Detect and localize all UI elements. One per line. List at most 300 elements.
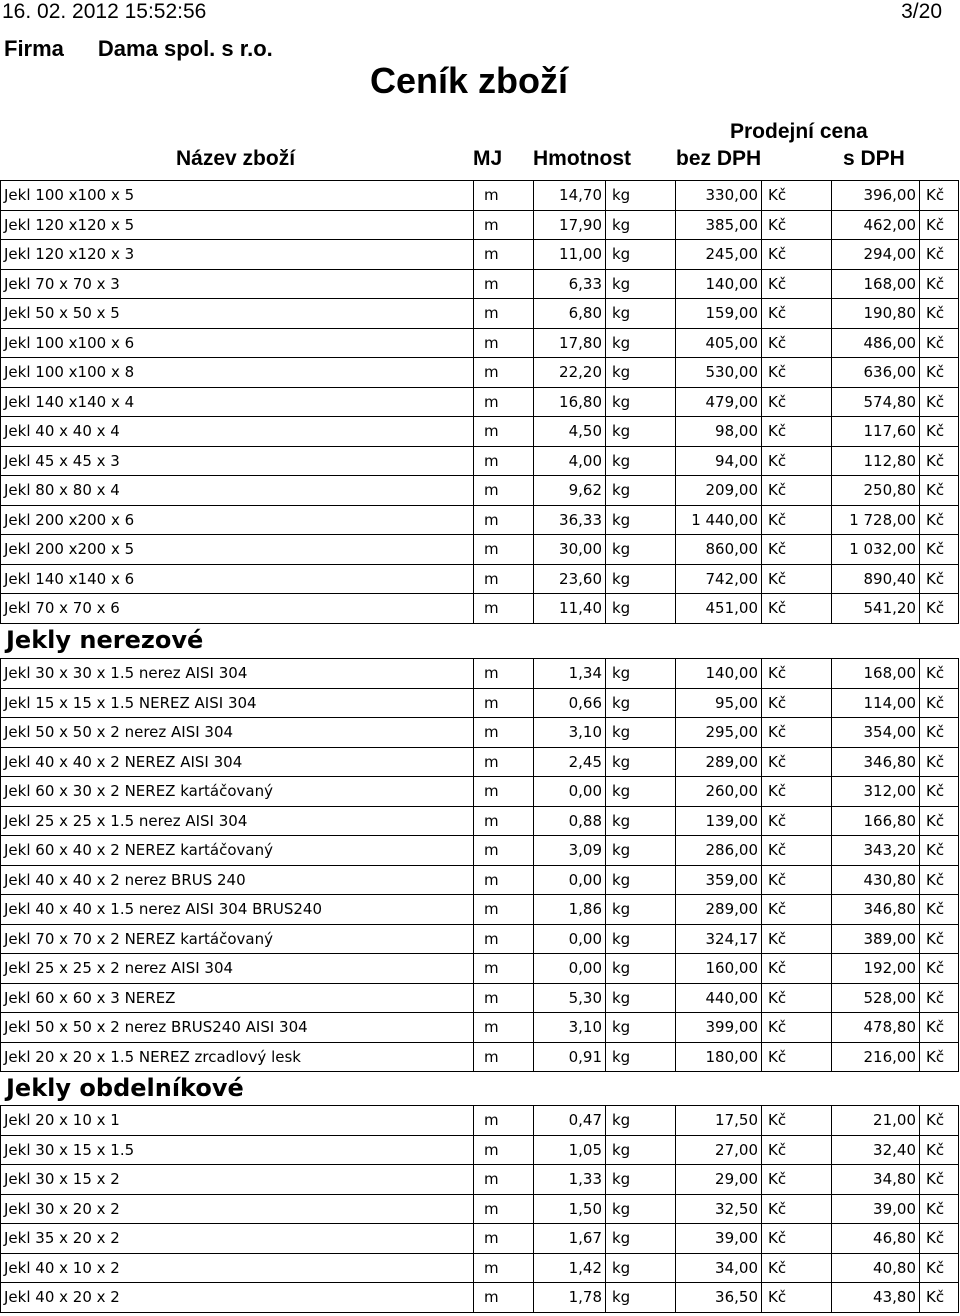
unit-of-measure: m xyxy=(474,924,534,954)
product-name: Jekl 80 x 80 x 4 xyxy=(1,476,474,506)
unit-of-measure: m xyxy=(474,865,534,895)
column-header-weight: Hmotnost xyxy=(533,147,631,170)
product-name: Jekl 70 x 70 x 6 xyxy=(1,594,474,624)
price-gross: 396,00 xyxy=(832,181,920,211)
weight-unit: kg xyxy=(606,983,676,1013)
currency-gross: Kč xyxy=(920,417,959,447)
table-row xyxy=(1,269,959,299)
company-name: Dama spol. s r.o. xyxy=(97,36,273,61)
weight-unit: kg xyxy=(606,328,676,358)
unit-of-measure: m xyxy=(474,718,534,748)
table-row xyxy=(1,1253,959,1283)
company-label: Firma xyxy=(4,36,64,61)
currency-gross: Kč xyxy=(920,1106,959,1136)
price-gross: 46,80 xyxy=(832,1224,920,1254)
currency-net: Kč xyxy=(762,836,832,866)
currency-net: Kč xyxy=(762,299,832,329)
weight-value: 14,70 xyxy=(534,181,606,211)
unit-of-measure: m xyxy=(474,476,534,506)
currency-gross: Kč xyxy=(920,659,959,689)
unit-of-measure: m xyxy=(474,895,534,925)
currency-gross: Kč xyxy=(920,895,959,925)
table-row xyxy=(1,505,959,535)
product-name: Jekl 40 x 20 x 2 xyxy=(1,1283,474,1313)
product-name: Jekl 100 x100 x 5 xyxy=(1,181,474,211)
weight-value: 1,78 xyxy=(534,1283,606,1313)
currency-gross: Kč xyxy=(920,1253,959,1283)
price-gross: 462,00 xyxy=(832,210,920,240)
weight-unit: kg xyxy=(606,836,676,866)
currency-net: Kč xyxy=(762,747,832,777)
section-heading: Jekly nerezové xyxy=(6,626,204,654)
price-net: 34,00 xyxy=(676,1253,762,1283)
currency-gross: Kč xyxy=(920,564,959,594)
weight-unit: kg xyxy=(606,476,676,506)
currency-gross: Kč xyxy=(920,777,959,807)
currency-net: Kč xyxy=(762,1194,832,1224)
column-header-price-net: bez DPH xyxy=(676,147,762,170)
product-name: Jekl 40 x 40 x 2 NEREZ AISI 304 xyxy=(1,747,474,777)
price-net: 39,00 xyxy=(676,1224,762,1254)
price-net: 289,00 xyxy=(676,895,762,925)
price-net: 260,00 xyxy=(676,777,762,807)
weight-unit: kg xyxy=(606,269,676,299)
price-net: 324,17 xyxy=(676,924,762,954)
currency-net: Kč xyxy=(762,1165,832,1195)
table-row xyxy=(1,240,959,270)
price-gross: 636,00 xyxy=(832,358,920,388)
unit-of-measure: m xyxy=(474,358,534,388)
currency-net: Kč xyxy=(762,446,832,476)
price-net: 289,00 xyxy=(676,747,762,777)
currency-gross: Kč xyxy=(920,954,959,984)
product-name: Jekl 100 x100 x 8 xyxy=(1,358,474,388)
price-gross: 192,00 xyxy=(832,954,920,984)
product-name: Jekl 30 x 30 x 1.5 nerez AISI 304 xyxy=(1,659,474,689)
price-net: 29,00 xyxy=(676,1165,762,1195)
weight-value: 16,80 xyxy=(534,387,606,417)
unit-of-measure: m xyxy=(474,240,534,270)
unit-of-measure: m xyxy=(474,1135,534,1165)
price-gross: 114,00 xyxy=(832,688,920,718)
weight-unit: kg xyxy=(606,299,676,329)
unit-of-measure: m xyxy=(474,1042,534,1072)
product-name: Jekl 200 x200 x 6 xyxy=(1,505,474,535)
currency-net: Kč xyxy=(762,718,832,748)
weight-value: 30,00 xyxy=(534,535,606,565)
table-row xyxy=(1,476,959,506)
price-net: 385,00 xyxy=(676,210,762,240)
weight-unit: kg xyxy=(606,1283,676,1313)
price-gross: 190,80 xyxy=(832,299,920,329)
price-net: 94,00 xyxy=(676,446,762,476)
price-net: 209,00 xyxy=(676,476,762,506)
weight-unit: kg xyxy=(606,718,676,748)
price-net: 330,00 xyxy=(676,181,762,211)
unit-of-measure: m xyxy=(474,299,534,329)
weight-value: 36,33 xyxy=(534,505,606,535)
weight-value: 0,00 xyxy=(534,777,606,807)
product-name: Jekl 140 x140 x 4 xyxy=(1,387,474,417)
weight-value: 1,42 xyxy=(534,1253,606,1283)
unit-of-measure: m xyxy=(474,983,534,1013)
price-gross: 574,80 xyxy=(832,387,920,417)
currency-gross: Kč xyxy=(920,1013,959,1043)
unit-of-measure: m xyxy=(474,954,534,984)
company-line xyxy=(4,36,273,62)
price-net: 405,00 xyxy=(676,328,762,358)
unit-of-measure: m xyxy=(474,328,534,358)
price-net: 95,00 xyxy=(676,688,762,718)
price-net: 17,50 xyxy=(676,1106,762,1136)
currency-gross: Kč xyxy=(920,387,959,417)
product-name: Jekl 60 x 60 x 3 NEREZ xyxy=(1,983,474,1013)
price-gross: 528,00 xyxy=(832,983,920,1013)
price-net: 295,00 xyxy=(676,718,762,748)
product-name: Jekl 30 x 15 x 2 xyxy=(1,1165,474,1195)
currency-net: Kč xyxy=(762,1013,832,1043)
price-gross: 294,00 xyxy=(832,240,920,270)
currency-net: Kč xyxy=(762,1224,832,1254)
price-net: 479,00 xyxy=(676,387,762,417)
unit-of-measure: m xyxy=(474,806,534,836)
weight-value: 1,86 xyxy=(534,895,606,925)
price-gross: 117,60 xyxy=(832,417,920,447)
table-row xyxy=(1,983,959,1013)
weight-unit: kg xyxy=(606,358,676,388)
table-row xyxy=(1,1135,959,1165)
weight-value: 5,30 xyxy=(534,983,606,1013)
weight-unit: kg xyxy=(606,924,676,954)
currency-gross: Kč xyxy=(920,328,959,358)
currency-net: Kč xyxy=(762,1253,832,1283)
table-row xyxy=(1,358,959,388)
currency-net: Kč xyxy=(762,1042,832,1072)
currency-net: Kč xyxy=(762,895,832,925)
price-net: 139,00 xyxy=(676,806,762,836)
table-row xyxy=(1,895,959,925)
currency-gross: Kč xyxy=(920,535,959,565)
currency-net: Kč xyxy=(762,924,832,954)
currency-net: Kč xyxy=(762,387,832,417)
price-net: 286,00 xyxy=(676,836,762,866)
weight-unit: kg xyxy=(606,1013,676,1043)
currency-gross: Kč xyxy=(920,594,959,624)
product-name: Jekl 70 x 70 x 3 xyxy=(1,269,474,299)
currency-net: Kč xyxy=(762,1283,832,1313)
weight-value: 17,90 xyxy=(534,210,606,240)
section-heading: Jekly obdelníkové xyxy=(6,1074,244,1102)
price-gross: 39,00 xyxy=(832,1194,920,1224)
unit-of-measure: m xyxy=(474,747,534,777)
report-header-line xyxy=(2,0,942,24)
currency-net: Kč xyxy=(762,1135,832,1165)
unit-of-measure: m xyxy=(474,1106,534,1136)
unit-of-measure: m xyxy=(474,659,534,689)
currency-gross: Kč xyxy=(920,476,959,506)
table-row xyxy=(1,747,959,777)
weight-value: 1,34 xyxy=(534,659,606,689)
product-name: Jekl 40 x 40 x 2 nerez BRUS 240 xyxy=(1,865,474,895)
unit-of-measure: m xyxy=(474,387,534,417)
weight-unit: kg xyxy=(606,446,676,476)
price-gross: 168,00 xyxy=(832,269,920,299)
price-net: 159,00 xyxy=(676,299,762,329)
weight-unit: kg xyxy=(606,1042,676,1072)
product-name: Jekl 30 x 15 x 1.5 xyxy=(1,1135,474,1165)
weight-value: 0,00 xyxy=(534,865,606,895)
currency-gross: Kč xyxy=(920,240,959,270)
table-row xyxy=(1,1224,959,1254)
weight-unit: kg xyxy=(606,181,676,211)
price-gross: 166,80 xyxy=(832,806,920,836)
currency-gross: Kč xyxy=(920,718,959,748)
currency-gross: Kč xyxy=(920,1194,959,1224)
weight-value: 2,45 xyxy=(534,747,606,777)
price-gross: 389,00 xyxy=(832,924,920,954)
currency-net: Kč xyxy=(762,269,832,299)
weight-value: 1,67 xyxy=(534,1224,606,1254)
currency-net: Kč xyxy=(762,328,832,358)
weight-value: 0,00 xyxy=(534,924,606,954)
price-gross: 478,80 xyxy=(832,1013,920,1043)
currency-gross: Kč xyxy=(920,1135,959,1165)
price-gross: 486,00 xyxy=(832,328,920,358)
weight-value: 11,40 xyxy=(534,594,606,624)
price-net: 742,00 xyxy=(676,564,762,594)
currency-net: Kč xyxy=(762,181,832,211)
unit-of-measure: m xyxy=(474,446,534,476)
unit-of-measure: m xyxy=(474,1165,534,1195)
table-row xyxy=(1,1042,959,1072)
weight-unit: kg xyxy=(606,417,676,447)
price-gross: 1 728,00 xyxy=(832,505,920,535)
weight-value: 6,80 xyxy=(534,299,606,329)
product-name: Jekl 45 x 45 x 3 xyxy=(1,446,474,476)
table-row xyxy=(1,954,959,984)
product-name: Jekl 100 x100 x 6 xyxy=(1,328,474,358)
unit-of-measure: m xyxy=(474,1224,534,1254)
currency-net: Kč xyxy=(762,688,832,718)
currency-net: Kč xyxy=(762,594,832,624)
table-row xyxy=(1,836,959,866)
currency-net: Kč xyxy=(762,240,832,270)
currency-gross: Kč xyxy=(920,299,959,329)
weight-value: 9,62 xyxy=(534,476,606,506)
table-row xyxy=(1,210,959,240)
currency-gross: Kč xyxy=(920,806,959,836)
weight-value: 3,10 xyxy=(534,1013,606,1043)
weight-unit: kg xyxy=(606,777,676,807)
weight-value: 3,10 xyxy=(534,718,606,748)
product-name: Jekl 70 x 70 x 2 NEREZ kartáčovaný xyxy=(1,924,474,954)
product-name: Jekl 20 x 10 x 1 xyxy=(1,1106,474,1136)
table-row xyxy=(1,328,959,358)
price-gross: 312,00 xyxy=(832,777,920,807)
price-gross: 343,20 xyxy=(832,836,920,866)
currency-net: Kč xyxy=(762,535,832,565)
unit-of-measure: m xyxy=(474,594,534,624)
product-name: Jekl 50 x 50 x 2 nerez BRUS240 AISI 304 xyxy=(1,1013,474,1043)
currency-gross: Kč xyxy=(920,1042,959,1072)
price-net: 140,00 xyxy=(676,659,762,689)
currency-gross: Kč xyxy=(920,1283,959,1313)
price-gross: 21,00 xyxy=(832,1106,920,1136)
currency-gross: Kč xyxy=(920,358,959,388)
weight-value: 4,00 xyxy=(534,446,606,476)
page-title: Ceník zboží xyxy=(370,60,569,101)
price-net: 160,00 xyxy=(676,954,762,984)
table-row xyxy=(1,594,959,624)
currency-gross: Kč xyxy=(920,446,959,476)
table-row xyxy=(1,688,959,718)
price-net: 32,50 xyxy=(676,1194,762,1224)
table-row xyxy=(1,806,959,836)
price-gross: 34,80 xyxy=(832,1165,920,1195)
column-header-mj: MJ xyxy=(473,147,503,170)
table-row xyxy=(1,299,959,329)
product-name: Jekl 30 x 20 x 2 xyxy=(1,1194,474,1224)
price-net: 98,00 xyxy=(676,417,762,447)
weight-unit: kg xyxy=(606,1135,676,1165)
price-gross: 346,80 xyxy=(832,895,920,925)
currency-net: Kč xyxy=(762,505,832,535)
product-name: Jekl 20 x 20 x 1.5 NEREZ zrcadlový lesk xyxy=(1,1042,474,1072)
table-row xyxy=(1,924,959,954)
weight-value: 3,09 xyxy=(534,836,606,866)
product-name: Jekl 120 x120 x 3 xyxy=(1,240,474,270)
currency-net: Kč xyxy=(762,1106,832,1136)
product-name: Jekl 25 x 25 x 2 nerez AISI 304 xyxy=(1,954,474,984)
unit-of-measure: m xyxy=(474,181,534,211)
weight-value: 0,66 xyxy=(534,688,606,718)
currency-net: Kč xyxy=(762,659,832,689)
price-gross: 430,80 xyxy=(832,865,920,895)
table-row xyxy=(1,718,959,748)
currency-gross: Kč xyxy=(920,924,959,954)
currency-net: Kč xyxy=(762,476,832,506)
table-row xyxy=(1,417,959,447)
currency-gross: Kč xyxy=(920,210,959,240)
weight-value: 1,50 xyxy=(534,1194,606,1224)
product-name: Jekl 60 x 30 x 2 NEREZ kartáčovaný xyxy=(1,777,474,807)
unit-of-measure: m xyxy=(474,688,534,718)
column-header-price-gross: s DPH xyxy=(843,147,905,170)
column-header-price-group: Prodejní cena xyxy=(730,120,868,143)
currency-net: Kč xyxy=(762,777,832,807)
product-name: Jekl 200 x200 x 5 xyxy=(1,535,474,565)
weight-value: 0,88 xyxy=(534,806,606,836)
product-name: Jekl 40 x 40 x 1.5 nerez AISI 304 BRUS240 xyxy=(1,895,474,925)
price-gross: 346,80 xyxy=(832,747,920,777)
price-net: 180,00 xyxy=(676,1042,762,1072)
weight-unit: kg xyxy=(606,895,676,925)
weight-unit: kg xyxy=(606,1194,676,1224)
product-name: Jekl 120 x120 x 5 xyxy=(1,210,474,240)
table-row xyxy=(1,1194,959,1224)
table-row xyxy=(1,1165,959,1195)
currency-net: Kč xyxy=(762,954,832,984)
unit-of-measure: m xyxy=(474,210,534,240)
currency-gross: Kč xyxy=(920,1165,959,1195)
price-table xyxy=(0,180,959,624)
unit-of-measure: m xyxy=(474,535,534,565)
unit-of-measure: m xyxy=(474,269,534,299)
column-header-name: Název zboží xyxy=(176,147,296,170)
currency-gross: Kč xyxy=(920,747,959,777)
weight-unit: kg xyxy=(606,747,676,777)
price-gross: 890,40 xyxy=(832,564,920,594)
weight-value: 23,60 xyxy=(534,564,606,594)
weight-unit: kg xyxy=(606,806,676,836)
currency-gross: Kč xyxy=(920,505,959,535)
currency-gross: Kč xyxy=(920,865,959,895)
price-gross: 1 032,00 xyxy=(832,535,920,565)
product-name: Jekl 50 x 50 x 5 xyxy=(1,299,474,329)
currency-gross: Kč xyxy=(920,688,959,718)
weight-value: 17,80 xyxy=(534,328,606,358)
table-row xyxy=(1,865,959,895)
currency-gross: Kč xyxy=(920,269,959,299)
weight-unit: kg xyxy=(606,1165,676,1195)
price-net: 36,50 xyxy=(676,1283,762,1313)
price-net: 399,00 xyxy=(676,1013,762,1043)
product-name: Jekl 140 x140 x 6 xyxy=(1,564,474,594)
unit-of-measure: m xyxy=(474,1253,534,1283)
unit-of-measure: m xyxy=(474,417,534,447)
weight-unit: kg xyxy=(606,1106,676,1136)
weight-value: 4,50 xyxy=(534,417,606,447)
product-name: Jekl 60 x 40 x 2 NEREZ kartáčovaný xyxy=(1,836,474,866)
currency-net: Kč xyxy=(762,983,832,1013)
weight-unit: kg xyxy=(606,688,676,718)
price-net: 530,00 xyxy=(676,358,762,388)
unit-of-measure: m xyxy=(474,777,534,807)
table-row xyxy=(1,387,959,417)
price-gross: 40,80 xyxy=(832,1253,920,1283)
page-number: 3/20 xyxy=(901,0,942,23)
weight-unit: kg xyxy=(606,659,676,689)
product-name: Jekl 25 x 25 x 1.5 nerez AISI 304 xyxy=(1,806,474,836)
price-net: 27,00 xyxy=(676,1135,762,1165)
price-net: 440,00 xyxy=(676,983,762,1013)
report-datetime: 16. 02. 2012 15:52:56 xyxy=(2,0,207,23)
table-row xyxy=(1,535,959,565)
price-net: 245,00 xyxy=(676,240,762,270)
weight-unit: kg xyxy=(606,240,676,270)
table-row xyxy=(1,1283,959,1313)
price-net: 451,00 xyxy=(676,594,762,624)
weight-unit: kg xyxy=(606,594,676,624)
price-gross: 32,40 xyxy=(832,1135,920,1165)
currency-net: Kč xyxy=(762,564,832,594)
unit-of-measure: m xyxy=(474,1013,534,1043)
price-net: 1 440,00 xyxy=(676,505,762,535)
weight-unit: kg xyxy=(606,1253,676,1283)
weight-value: 11,00 xyxy=(534,240,606,270)
unit-of-measure: m xyxy=(474,1194,534,1224)
price-gross: 112,80 xyxy=(832,446,920,476)
product-name: Jekl 35 x 20 x 2 xyxy=(1,1224,474,1254)
weight-unit: kg xyxy=(606,535,676,565)
weight-unit: kg xyxy=(606,954,676,984)
product-name: Jekl 40 x 10 x 2 xyxy=(1,1253,474,1283)
unit-of-measure: m xyxy=(474,564,534,594)
price-gross: 354,00 xyxy=(832,718,920,748)
price-net: 140,00 xyxy=(676,269,762,299)
price-gross: 216,00 xyxy=(832,1042,920,1072)
currency-net: Kč xyxy=(762,210,832,240)
